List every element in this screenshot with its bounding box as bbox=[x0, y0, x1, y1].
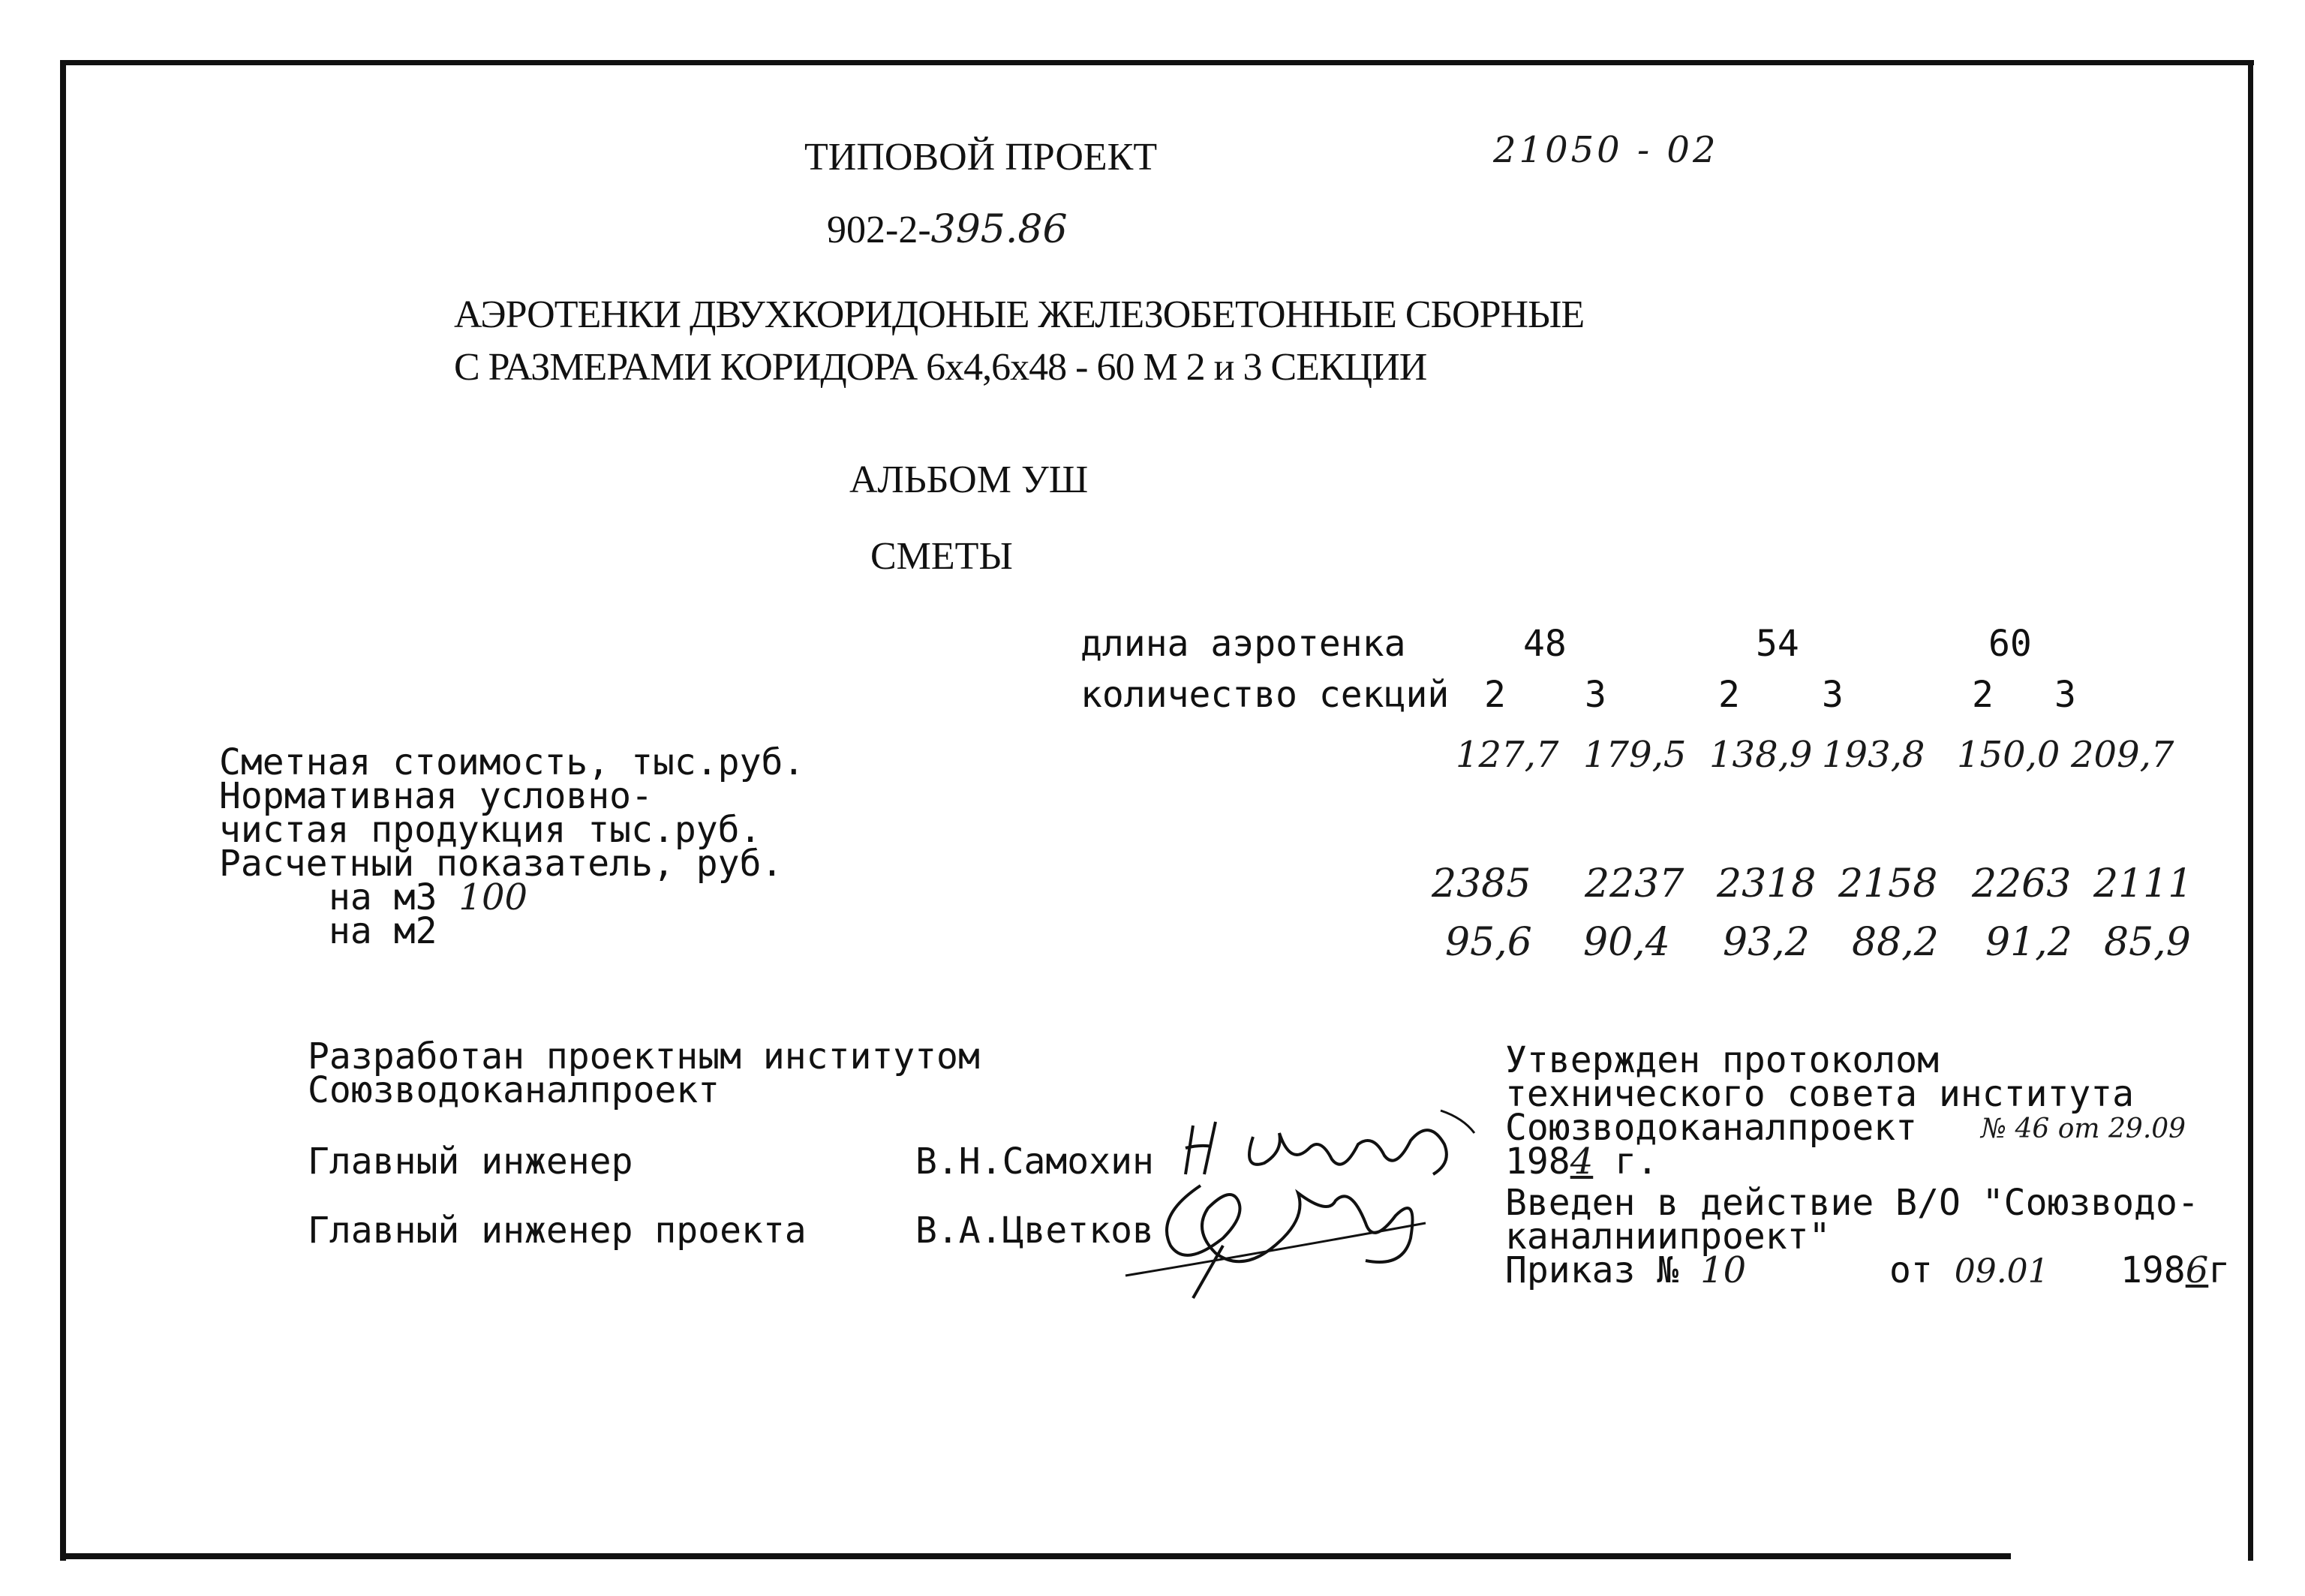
doc-type: ТИПОВОЙ ПРОЕКТ bbox=[804, 136, 1158, 179]
protocol-number-date: № 46 от 29.09 bbox=[1981, 1114, 2186, 1144]
approval-line-1: Утвержден протоколом bbox=[1505, 1039, 1939, 1081]
enacted-line-2: каналниипроект" bbox=[1505, 1216, 1831, 1258]
length-48: 48 bbox=[1523, 623, 1567, 665]
cost-value-60-3: 209,7 bbox=[2071, 734, 2174, 776]
developer-line-2: Союзводоканалпроект bbox=[308, 1069, 720, 1111]
cost-label: Сметная стоимость, тыс.руб. bbox=[219, 741, 805, 783]
order-year bbox=[2120, 1249, 2230, 1291]
approval-year-printed: 198 bbox=[1505, 1141, 1570, 1183]
m2-value-48-3: 90,4 bbox=[1583, 920, 1670, 965]
order-year-printed: 198 bbox=[2120, 1249, 2186, 1291]
stamp-number: 21050 - 02 bbox=[1493, 129, 1719, 171]
title-line-1: АЭРОТЕНКИ ДВУХКОРИДОНЫЕ ЖЕЛЕЗОБЕТОННЫЕ СБОРНЫЕ bbox=[454, 293, 1585, 336]
m2-value-48-2: 95,6 bbox=[1445, 920, 1532, 965]
order-date-value: 09.01 bbox=[1954, 1252, 2049, 1291]
m3-value-60-2: 2263 bbox=[1972, 861, 2072, 906]
cost-value-60-2: 150,0 bbox=[1957, 734, 2060, 776]
project-engineer-name: В.А.Цветков bbox=[915, 1210, 1154, 1252]
title-line-2: С РАЗМЕРАМИ КОРИДОРА 6х4,6х48 - 60 М 2 и 3 СЕКЦИИ bbox=[454, 346, 1427, 389]
developer-line-1: Разработан проектным институтом bbox=[308, 1035, 980, 1078]
order-label: Приказ № bbox=[1505, 1249, 1679, 1291]
cost-value-54-3: 193,8 bbox=[1822, 734, 1925, 776]
sections-1: 2 bbox=[1484, 674, 1506, 716]
m3-value-54-3: 2158 bbox=[1838, 861, 1938, 906]
project-code-handwritten: 395.86 bbox=[930, 207, 1068, 252]
approval-year bbox=[1505, 1141, 1658, 1183]
chief-engineer-title: Главный инженер bbox=[308, 1141, 633, 1183]
sections-5: 2 bbox=[1972, 674, 1994, 716]
approval-line-3: Союзводоканалпроект bbox=[1505, 1107, 1918, 1149]
enacted-line-1: Введен в действие В/О "Союзводо- bbox=[1505, 1182, 2199, 1224]
order-year-handwritten: 6 bbox=[2185, 1249, 2209, 1291]
sections-3: 2 bbox=[1718, 674, 1740, 716]
sections-2: 3 bbox=[1585, 674, 1606, 716]
order-line bbox=[1505, 1249, 1746, 1291]
cost-value-54-2: 138,9 bbox=[1709, 734, 1813, 776]
section-label: СМЕТЫ bbox=[870, 535, 1013, 578]
project-code bbox=[827, 207, 1068, 252]
frame-border-bottom bbox=[60, 1553, 2011, 1559]
project-code-printed: 902-2- bbox=[827, 209, 931, 251]
sections-6: 3 bbox=[2054, 674, 2076, 716]
m3-value-60-3: 2111 bbox=[2093, 861, 2193, 906]
m2-value-54-2: 93,2 bbox=[1723, 920, 1810, 965]
calc-label: Расчетный показатель, руб. bbox=[219, 843, 783, 885]
length-60: 60 bbox=[1988, 623, 2032, 665]
norm-label-2: чистая продукция тыс.руб. bbox=[219, 809, 762, 851]
sections-label: количество секций bbox=[1080, 674, 1450, 716]
order-number: 10 bbox=[1700, 1249, 1747, 1291]
m3-label-printed: на м3 bbox=[329, 876, 437, 918]
m2-value-60-3: 85,9 bbox=[2104, 920, 2191, 965]
order-date-label: от bbox=[1889, 1249, 1933, 1291]
m2-value-60-2: 91,2 bbox=[1985, 920, 2072, 965]
sections-4: 3 bbox=[1822, 674, 1844, 716]
m3-label-handwritten: 100 bbox=[458, 876, 528, 918]
frame-border-right bbox=[2248, 60, 2253, 1561]
approval-line-2: технического совета института bbox=[1505, 1073, 2135, 1115]
chief-engineer-name: В.Н.Самохин bbox=[915, 1141, 1154, 1183]
length-54: 54 bbox=[1756, 623, 1799, 665]
m3-value-54-2: 2318 bbox=[1717, 861, 1817, 906]
order-year-suffix: г bbox=[2208, 1249, 2231, 1291]
approval-year-suffix: г. bbox=[1615, 1141, 1658, 1183]
m2-label: на м2 bbox=[329, 910, 437, 952]
signature-tsvetkov bbox=[1110, 1171, 1456, 1306]
m2-value-54-3: 88,2 bbox=[1852, 920, 1939, 965]
cost-value-48-2: 127,7 bbox=[1456, 734, 1559, 776]
order-date bbox=[1889, 1249, 2049, 1291]
norm-label-1: Нормативная условно- bbox=[219, 775, 653, 817]
project-engineer-title: Главный инженер проекта bbox=[308, 1210, 807, 1252]
frame-border-top bbox=[60, 60, 2254, 65]
m3-value-48-3: 2237 bbox=[1585, 861, 1684, 906]
m3-value-48-2: 2385 bbox=[1432, 861, 1531, 906]
length-label: длина аэротенка bbox=[1080, 623, 1406, 665]
frame-border-left bbox=[60, 60, 66, 1561]
approval-year-handwritten: 4 bbox=[1570, 1141, 1594, 1183]
album-label: АЛЬБОМ УШ bbox=[849, 458, 1089, 501]
cost-value-48-3: 179,5 bbox=[1583, 734, 1687, 776]
